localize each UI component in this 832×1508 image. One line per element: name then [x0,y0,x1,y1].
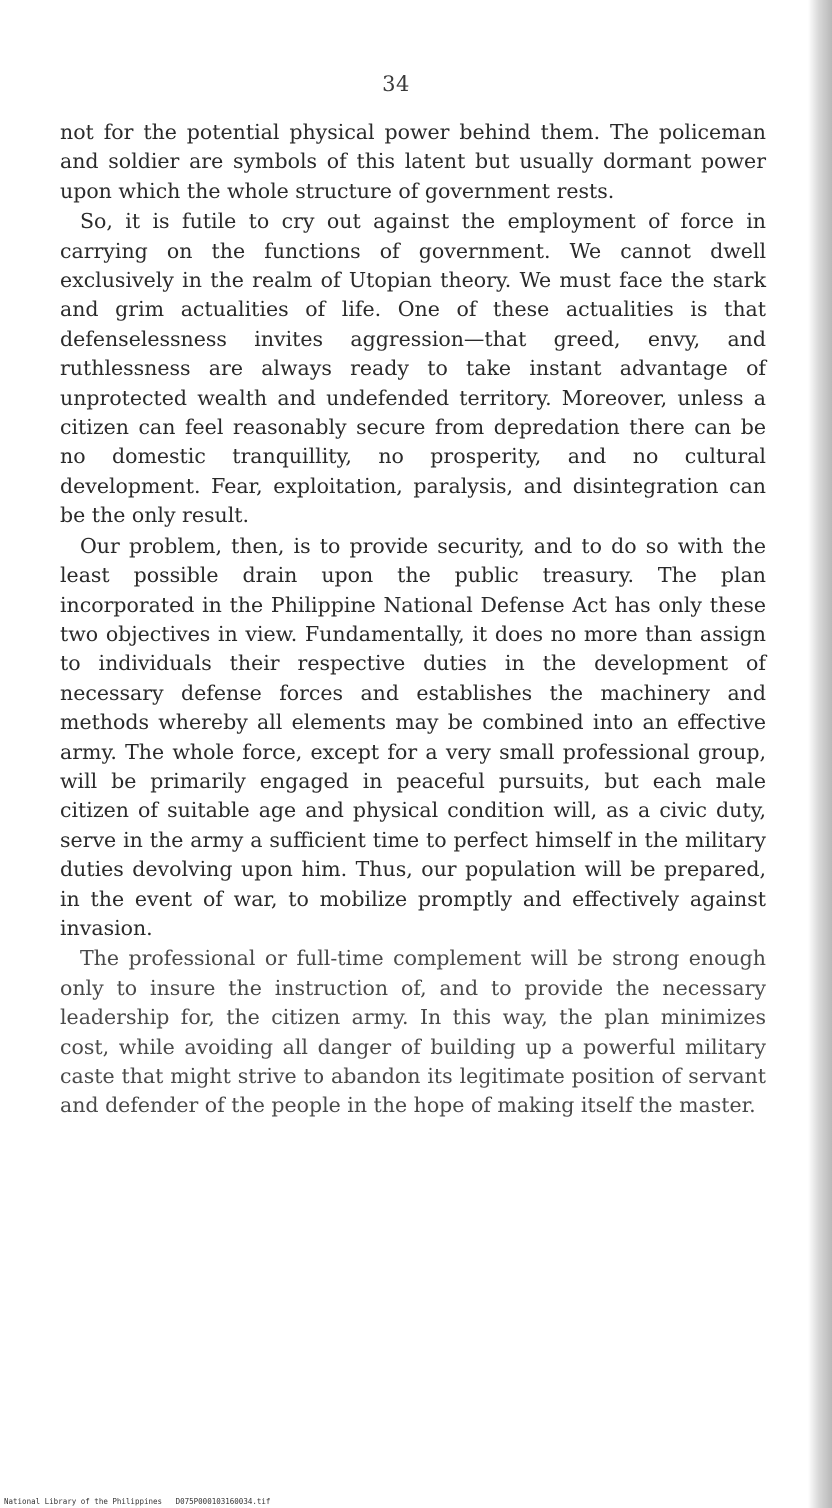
paragraph: not for the potential physical power behind them. The policeman and soldier are symbols of this latent but usually dormant power upon which the whole structure of government rests. [60,120,766,203]
scan-footer [4,1497,270,1506]
body-text [60,118,766,1121]
footer-library: National Library of the Philippines [4,1497,163,1506]
paragraph: So, it is futile to cry out against the employment of force in carrying on the functions of government. We cannot dwell exclusively in the realm of Utopian theory. We must face the stark and grim actualities of life. One of these actualities is that defenselessness invites aggression—that greed, envy, and ruthlessness are always ready to take instant advantage of unprotected wealth and undefended territory. Moreover, unless a citizen can feel reasonably secure from depredation there can be no domestic tranquillity, no prosperity, and no cultural development. Fear, exploitation, paralysis, and disintegration can be the only result. [60,209,766,528]
footer-file: D075P000103160034.tif [175,1497,271,1506]
page-edge-shadow [808,0,832,1508]
paragraph: The professional or full-time complement will be strong enough only to insure the instruction of, and to provide the necessary leadership for, the citizen army. In this way, the plan minimizes cost, while avoiding all danger of building up a powerful military caste that might strive to abandon its legitimate position of servant and defender of the people in the hope of making itself the master. [60,946,766,1118]
page-number: 34 [382,72,410,96]
paragraph: Our problem, then, is to provide security, and to do so with the least possible drain upon the public treasury. The plan incorporated in the Philippine National Defense Act has only these two objectives in view. Fundamentally, it does no more than assign to individuals their respective duties in the development of necessary defense forces and establishes the machinery and methods whereby all elements may be combined into an effective army. The whole force, except for a very small professional group, will be primarily engaged in peaceful pursuits, but each male citizen of suitable age and physical condition will, as a civic duty, serve in the army a sufficient time to perfect himself in the military duties devolving upon him. Thus, our population will be prepared, in the event of war, to mobilize promptly and effectively against invasion. [60,533,766,940]
